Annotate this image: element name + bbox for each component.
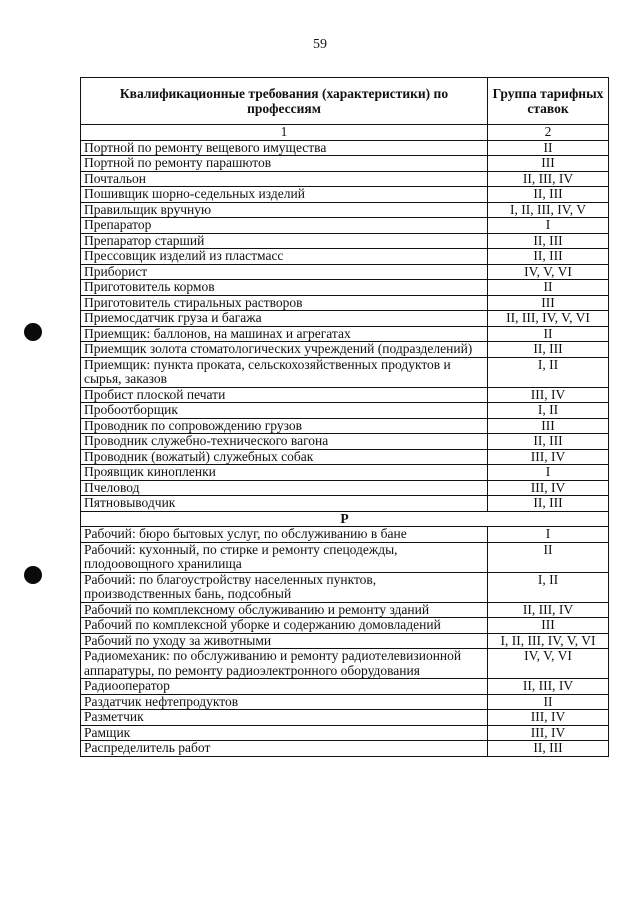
tariff-group-cell: I, II [488, 572, 609, 602]
tariff-group-cell: II, III [488, 187, 609, 203]
tariff-group-cell: I [488, 527, 609, 543]
table-row [81, 449, 609, 465]
profession-cell: Радиомеханик: по обслуживанию и ремонту радиотелевизионной аппаратуры, по ремонту радиоэлектронного оборудования [81, 649, 488, 679]
table-row [81, 280, 609, 296]
table-row [81, 295, 609, 311]
profession-cell: Приемщик золота стоматологических учреждений (подразделений) [81, 342, 488, 358]
tariff-group-cell: II, III, IV [488, 602, 609, 618]
section-row [81, 511, 609, 527]
table-row [81, 357, 609, 387]
table-row [81, 649, 609, 679]
table-header-row [81, 78, 609, 125]
profession-cell: Пробист плоской печати [81, 387, 488, 403]
table-row [81, 342, 609, 358]
tariff-group-cell: II, III [488, 434, 609, 450]
profession-cell: Рабочий: кухонный, по стирке и ремонту спецодежды, плодоовощного хранилища [81, 542, 488, 572]
table-row [81, 156, 609, 172]
profession-cell: Прессовщик изделий из пластмасс [81, 249, 488, 265]
tariff-group-cell: III, IV [488, 725, 609, 741]
table-row [81, 140, 609, 156]
tariff-group-cell: II [488, 280, 609, 296]
page-number: 59 [313, 37, 327, 52]
profession-cell: Пчеловод [81, 480, 488, 496]
table-row [81, 572, 609, 602]
table-row [81, 527, 609, 543]
tariff-group-cell: II [488, 140, 609, 156]
table-row [81, 602, 609, 618]
profession-cell: Портной по ремонту вещевого имущества [81, 140, 488, 156]
rows-r-section [81, 527, 609, 757]
table-row [81, 465, 609, 481]
tariff-group-cell: II, III, IV, V, VI [488, 311, 609, 327]
profession-cell: Препаратор [81, 218, 488, 234]
tariff-group-cell: I, II, III, IV, V [488, 202, 609, 218]
column-number-row [81, 125, 609, 141]
tariff-group-cell: II, III [488, 342, 609, 358]
table-row [81, 387, 609, 403]
punch-hole-bottom [24, 566, 42, 584]
table-row [81, 633, 609, 649]
profession-cell: Распределитель работ [81, 741, 488, 757]
tariff-group-cell: I, II, III, IV, V, VI [488, 633, 609, 649]
profession-cell: Рабочий: по благоустройству населенных пунктов, производственных бань, подсобный [81, 572, 488, 602]
tariff-group-cell: III [488, 295, 609, 311]
tariff-group-cell: II, III [488, 233, 609, 249]
table-row [81, 480, 609, 496]
profession-cell: Рабочий: бюро бытовых услуг, по обслуживанию в бане [81, 527, 488, 543]
table-row [81, 326, 609, 342]
profession-cell: Пошивщик шорно-седельных изделий [81, 187, 488, 203]
table-row [81, 218, 609, 234]
profession-cell: Проводник по сопровождению грузов [81, 418, 488, 434]
tariff-group-cell: II [488, 542, 609, 572]
section-letter: Р [81, 511, 609, 527]
profession-cell: Приготовитель стиральных растворов [81, 295, 488, 311]
table-row [81, 187, 609, 203]
table-row [81, 542, 609, 572]
table-row [81, 710, 609, 726]
column-number-1: 1 [81, 125, 488, 141]
table-row [81, 725, 609, 741]
tariff-group-cell: II, III, IV [488, 679, 609, 695]
table-row [81, 233, 609, 249]
profession-cell: Проводник служебно-технического вагона [81, 434, 488, 450]
profession-cell: Разметчик [81, 710, 488, 726]
profession-cell: Почтальон [81, 171, 488, 187]
table-row [81, 741, 609, 757]
table-row [81, 418, 609, 434]
table-row [81, 618, 609, 634]
tariff-group-cell: II, III [488, 496, 609, 512]
table-row [81, 679, 609, 695]
column-number-2: 2 [488, 125, 609, 141]
table-row [81, 434, 609, 450]
tariff-group-cell: I, II [488, 403, 609, 419]
tariff-group-cell: III, IV [488, 480, 609, 496]
qualification-table [80, 77, 609, 757]
header-profession: Квалификационные требования (характеристики) по профессиям [81, 78, 488, 125]
profession-cell: Пятновыводчик [81, 496, 488, 512]
tariff-group-cell: IV, V, VI [488, 264, 609, 280]
profession-cell: Раздатчик нефтепродуктов [81, 694, 488, 710]
profession-cell: Приготовитель кормов [81, 280, 488, 296]
profession-cell: Приемщик: пункта проката, сельскохозяйственных продуктов и сырья, заказов [81, 357, 488, 387]
profession-cell: Рамщик [81, 725, 488, 741]
profession-cell: Препаратор старший [81, 233, 488, 249]
profession-cell: Проводник (вожатый) служебных собак [81, 449, 488, 465]
profession-cell: Рабочий по уходу за животными [81, 633, 488, 649]
punch-hole-top [24, 323, 42, 341]
table-row [81, 264, 609, 280]
table-row [81, 403, 609, 419]
table-row [81, 496, 609, 512]
profession-cell: Приемосдатчик груза и багажа [81, 311, 488, 327]
rows-p-section [81, 140, 609, 511]
profession-cell: Рабочий по комплексному обслуживанию и ремонту зданий [81, 602, 488, 618]
tariff-group-cell: III [488, 418, 609, 434]
tariff-group-cell: III, IV [488, 387, 609, 403]
tariff-group-cell: II, III [488, 249, 609, 265]
profession-cell: Правильщик вручную [81, 202, 488, 218]
tariff-group-cell: I [488, 218, 609, 234]
tariff-group-cell: I, II [488, 357, 609, 387]
table-row [81, 171, 609, 187]
table-row [81, 694, 609, 710]
section-r-header [81, 511, 609, 527]
profession-cell: Радиооператор [81, 679, 488, 695]
table-row [81, 311, 609, 327]
tariff-group-cell: III, IV [488, 710, 609, 726]
tariff-group-cell: II [488, 694, 609, 710]
table-row [81, 249, 609, 265]
profession-cell: Рабочий по комплексной уборке и содержанию домовладений [81, 618, 488, 634]
profession-cell: Пробоотборщик [81, 403, 488, 419]
tariff-group-cell: II [488, 326, 609, 342]
tariff-group-cell: II, III, IV [488, 171, 609, 187]
tariff-group-cell: IV, V, VI [488, 649, 609, 679]
tariff-group-cell: I [488, 465, 609, 481]
profession-cell: Портной по ремонту парашютов [81, 156, 488, 172]
tariff-group-cell: III [488, 156, 609, 172]
tariff-group-cell: III [488, 618, 609, 634]
tariff-group-cell: II, III [488, 741, 609, 757]
header-tariff-group: Группа тарифных ставок [488, 78, 609, 125]
table-row [81, 202, 609, 218]
profession-cell: Проявщик кинопленки [81, 465, 488, 481]
profession-cell: Приборист [81, 264, 488, 280]
profession-cell: Приемщик: баллонов, на машинах и агрегатах [81, 326, 488, 342]
tariff-group-cell: III, IV [488, 449, 609, 465]
